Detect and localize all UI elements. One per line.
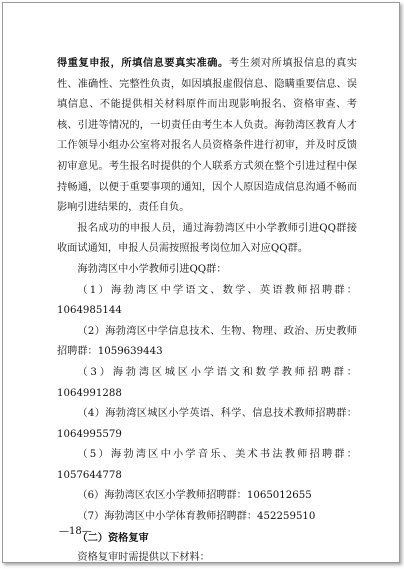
paragraph-qq-intro: [57, 260, 357, 281]
document-body: [57, 53, 357, 569]
paragraph-qq-notice: [57, 219, 357, 260]
qq-group-item: （3）海勃湾区城区小学语文和数学教师招聘群：1064991288: [57, 366, 357, 399]
qq-group-item: （4）海勃湾区城区小学英语、科学、信息技术教师招聘群：1064995579: [57, 408, 357, 440]
paragraph-text: 报名成功的申报人员，通过海勃湾区中小学教师引进QQ群接收面试通知，申报人员需按照报考岗位加入对应QQ群。: [57, 222, 357, 255]
paragraph-text: 海勃湾区中小学教师引进QQ群：: [77, 263, 227, 275]
qq-group-item: （2）海勃湾区中学信息技术、生物、物理、政治、历史教师招聘群：1059639443: [57, 325, 357, 358]
paragraph-registration-responsibility: [57, 53, 357, 219]
qq-group-item: （7）海勃湾区中小学体育教师招聘群：452259510: [77, 511, 316, 523]
page-number: —18—: [59, 526, 92, 537]
qq-group-item: （6）海勃湾区农区小学教师招聘群：1065012655: [77, 490, 312, 502]
qq-group-item: （5）海勃湾区中小学音乐、美术书法教师招聘群：1057644778: [57, 449, 357, 481]
paragraph-review-materials: 资格复审时需提供以下材料：: [77, 552, 210, 564]
qq-group-item: （1）海勃湾区中学语文、数学、英语教师招聘群：1064985144: [57, 284, 357, 317]
section-heading: （二）资格复审: [77, 531, 149, 544]
paragraph-text: 考生须对所填报信息的真实性、准确性、完整性负责，如因填报虚假信息、隐瞒重要信息、误填信息、不能提供相关材料原件而出现影响报名、资格审查、考核、引进等情况的，一切责任由考生本人负责。海勃湾区教育人才工作领导小组办公室将对报名人员资格条件进行初审，并及时反馈初审意见。考生报名时提供的个人联系方式须在整个引进过程中保持畅通，以便于重要事项的通知，因个人原因造成信息沟通不畅而影响引进结果的，责任自负。: [57, 58, 358, 214]
bold-lead-text: 得重复申报，所填信息要真实准确。: [57, 57, 229, 69]
document-page: [2, 2, 400, 563]
